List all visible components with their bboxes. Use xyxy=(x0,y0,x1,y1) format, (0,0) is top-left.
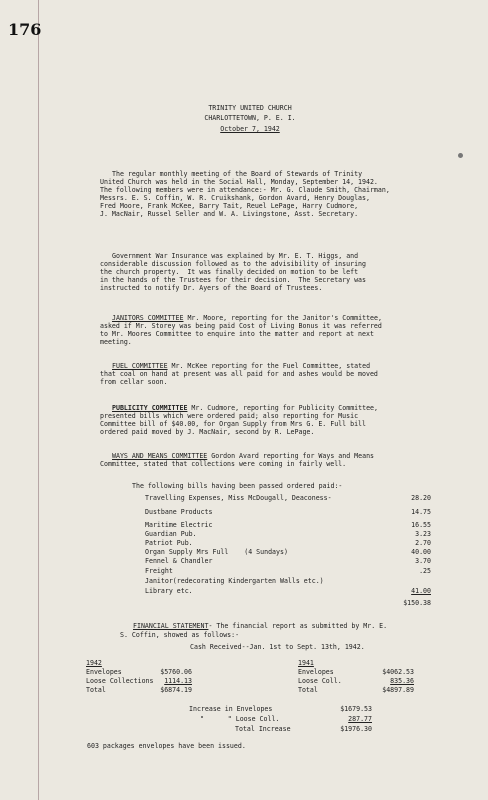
text-line: Government War Insurance was explained by Mr. E. T. Higgs, and xyxy=(112,252,359,260)
bill-item: Fennel & Chandler xyxy=(145,557,213,565)
paragraph-ways-means-committee xyxy=(100,452,472,469)
fin-amount: $4897.89 xyxy=(382,686,414,694)
bill-amount: 2.70 xyxy=(415,539,431,547)
text-line: Messrs. E. S. Coffin, W. R. Cruikshank, Gordon Avard, Henry Douglas, xyxy=(100,194,370,203)
fin-amount: $4062.53 xyxy=(382,668,414,676)
text-line: to Mr. Moores Committee to enquire into the matter and report at next xyxy=(100,330,374,339)
bill-item: Janitor(redecorating Kindergarten Walls etc.) xyxy=(145,577,324,585)
increase-label: Increase in Envelopes xyxy=(189,705,273,713)
bill-item: Travelling Expenses, Miss McDougall, Deaconess- xyxy=(145,494,332,502)
text-line: United Church was held in the Social Hall, Monday, September 14, 1942. xyxy=(100,178,378,187)
paragraph-fuel-committee xyxy=(100,362,472,387)
bill-item: Organ Supply Mrs Full (4 Sundays) xyxy=(145,548,288,556)
year-1941: 1941 xyxy=(298,659,314,667)
text-line: ordered paid moved by J. MacNair, second by R. LePage. xyxy=(100,428,315,437)
paragraph-attendance xyxy=(100,170,472,219)
text-line: - The financial report as submitted by Mr. E. xyxy=(208,622,388,630)
bills-intro: The following bills having been passed ordered paid:- xyxy=(132,482,343,490)
increase-amount: $1679.53 xyxy=(340,705,372,713)
fin-label: Envelopes xyxy=(298,668,334,676)
text-line: asked if Mr. Storey was being paid Cost of Living Bonus it was referred xyxy=(100,322,382,331)
fin-amount: $5760.06 xyxy=(160,668,192,676)
bill-item: Maritime Electric xyxy=(145,521,213,529)
paragraph-janitors-committee xyxy=(100,314,472,347)
header-date-text: October 7, 1942 xyxy=(220,125,280,133)
text-line: in the hands of the Trustees for their decision. The Secretary was xyxy=(100,276,366,285)
bill-item: Freight xyxy=(145,567,173,575)
ink-mark xyxy=(458,153,463,158)
text-line: Gordon Avard reporting for Ways and Means xyxy=(207,452,375,460)
text-line: the church property. It was finally decided on motion to be left xyxy=(100,268,359,277)
bill-amount: 28.20 xyxy=(411,494,431,502)
text-line: Committee bill of $40.00, for Organ Supply from Mrs G. E. Full bill xyxy=(100,420,366,429)
section-heading: PUBLICITY COMMITTEE xyxy=(112,404,188,412)
header-city: CHARLOTTETOWN, P. E. I. xyxy=(204,114,296,122)
bill-item: Patriot Pub. xyxy=(145,539,193,547)
section-heading: WAYS AND MEANS COMMITTEE xyxy=(112,452,208,460)
fin-amount: $6874.19 xyxy=(160,686,192,694)
bill-amount: 16.55 xyxy=(411,521,431,529)
section-heading: JANITORS COMMITTEE xyxy=(112,314,184,322)
increase-label: Total Increase xyxy=(235,725,291,733)
bills-total: $150.38 xyxy=(403,599,431,607)
text-line: that coal on hand at present was all paid for and ashes would be moved xyxy=(100,370,378,379)
cash-received-line: Cash Received--Jan. 1st to Sept. 13th, 1942. xyxy=(190,643,365,651)
financial-statement-intro xyxy=(133,622,387,630)
section-heading: FUEL COMMITTEE xyxy=(112,362,168,370)
fin-amount: 1114.13 xyxy=(164,677,192,685)
text-line: The regular monthly meeting of the Board of Stewards of Trinity xyxy=(112,170,363,178)
fin-label: Total xyxy=(86,686,106,694)
header-church-name: TRINITY UNITED CHURCH xyxy=(208,104,292,112)
bill-amount: 3.23 xyxy=(415,530,431,538)
page-number: 176 xyxy=(8,20,42,39)
text-line: S. Coffin, showed as follows:- xyxy=(120,631,240,639)
bill-item: Guardian Pub. xyxy=(145,530,197,538)
fin-amount: 835.36 xyxy=(390,677,414,685)
text-line: Mr. Cudmore, reporting for Publicity Committee, xyxy=(187,404,378,412)
paragraph-war-insurance xyxy=(100,252,472,293)
year-1942: 1942 xyxy=(86,659,102,667)
text-line: presented bills which were ordered paid; also reporting for Music xyxy=(100,412,359,421)
fin-label: Total xyxy=(298,686,318,694)
packages-note: 603 packages envelopes have been issued. xyxy=(87,742,246,750)
paragraph-publicity-committee xyxy=(100,404,472,437)
section-heading: FINANCIAL STATEMENT xyxy=(133,622,209,630)
header-date xyxy=(140,125,360,133)
increase-amount: $1976.30 xyxy=(340,725,372,733)
text-line: Fred Moore, Frank McKee, Barry Tait, Reuel LePage, Harry Cudmore, xyxy=(100,202,359,211)
bill-amount: .25 xyxy=(419,567,431,575)
text-line: considerable discussion followed as to the advisibility of insuring xyxy=(100,260,366,269)
increase-amount: 287.77 xyxy=(348,715,372,723)
bill-amount: 41.00 xyxy=(411,587,431,595)
text-line: Mr. McKee reporting for the Fuel Committee, stated xyxy=(167,362,371,370)
text-line: Mr. Moore, reporting for the Janitor's Committee, xyxy=(183,314,382,322)
bill-amount: 14.75 xyxy=(411,508,431,516)
bill-amount: 3.70 xyxy=(415,557,431,565)
text-line: meeting. xyxy=(100,338,132,347)
text-line: Committee, stated that collections were coming in fairly well. xyxy=(100,460,347,469)
text-line: from cellar soon. xyxy=(100,378,168,387)
text-line: J. MacNair, Russel Seller and W. A. Livingstone, Asst. Secretary. xyxy=(100,210,359,219)
bill-item: Library etc. xyxy=(145,587,193,595)
fin-label: Loose Coll. xyxy=(298,677,342,685)
text-line: The following members were in attendance:- Mr. G. Claude Smith, Chairman, xyxy=(100,186,390,195)
text-line: instructed to notify Dr. Ayers of the Board of Trustees. xyxy=(100,284,323,293)
bill-amount: 40.00 xyxy=(411,548,431,556)
fin-label: Envelopes xyxy=(86,668,122,676)
increase-label: " " Loose Coll. xyxy=(200,715,280,723)
bill-item: Dustbane Products xyxy=(145,508,213,516)
fin-label: Loose Collections xyxy=(86,677,154,685)
margin-rule xyxy=(38,0,39,800)
